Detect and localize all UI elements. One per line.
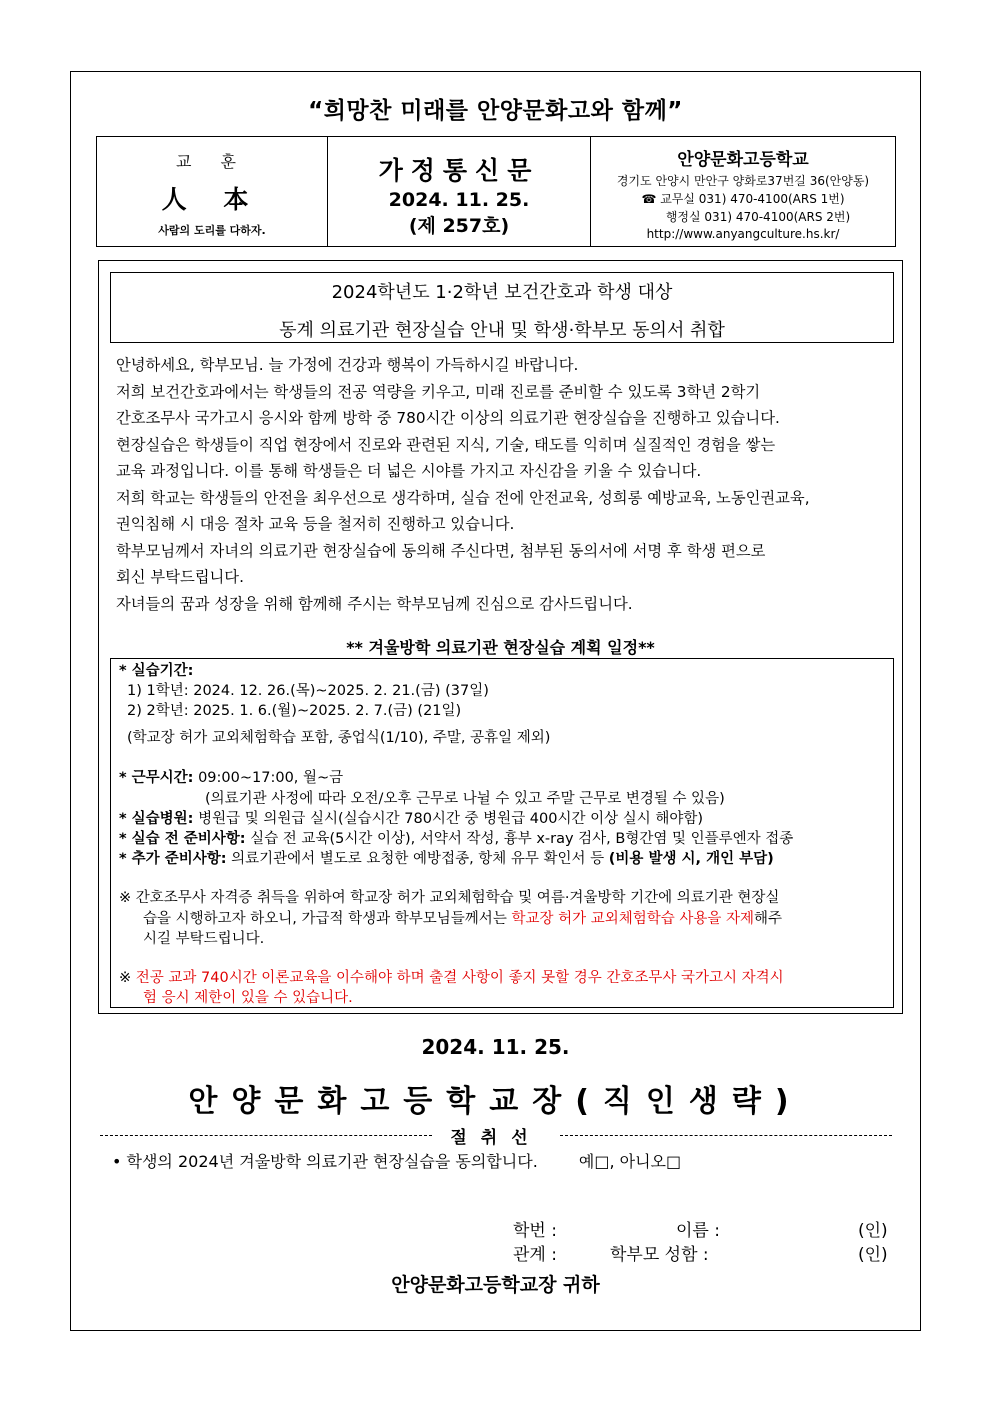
addressee: 안양문화고등학교장 귀하 [391, 1274, 600, 1296]
note1-warning: 학교장 허가 교외체험학습 사용을 자제 [511, 911, 754, 927]
hours-note: (의료기관 사정에 따라 오전/오후 근무로 나뉠 수 있고 주말 근무로 변경될 수 있음) [205, 791, 725, 807]
consent-options[interactable]: 예□, 아니오□ [578, 1152, 682, 1171]
parent-name-label: 학부모 성함 : [610, 1245, 709, 1265]
school-address: 경기도 안양시 만안구 양화로37번길 36(안양동) [616, 174, 870, 188]
note1-text: 습을 시행하고자 하오니, 가급적 학생과 학부모님들께서는 [143, 911, 512, 927]
schedule-title: ** 겨울방학 의료기관 현장실습 계획 일정** [346, 638, 655, 657]
consent-text: • 학생의 2024년 겨울방학 의료기관 현장실습을 동의합니다. [112, 1152, 538, 1171]
body-line: 학부모님께서 자녀의 의료기관 현장실습에 동의해 주신다면, 첨부된 동의서에 서명 후 학생 편으로 [116, 541, 766, 560]
body-line: 안녕하세요, 학부모님. 늘 가정에 건강과 행복이 가득하시길 바랍니다. [116, 356, 579, 374]
hospital-label: * 실습병원: [119, 811, 194, 827]
doc-title: 가정통신문 [378, 156, 540, 185]
prep-value: 실습 전 교육(5시간 이상), 서약서 작성, 흉부 x-ray 검사, B형간염 및 인플루엔자 접종 [245, 831, 794, 847]
principal-signature: 안양문화고등학교장(직인생략) [188, 1084, 803, 1119]
hours-label: * 근무시간: [119, 770, 194, 786]
name-label: 이름 : [676, 1221, 720, 1241]
period-note: (학교장 허가 교외체험학습 포함, 종업식(1/10), 주말, 공휴일 제외) [127, 730, 551, 746]
hospital-row [119, 809, 703, 830]
note1-line-2 [143, 909, 782, 930]
period-grade-1: 1) 1학년: 2024. 12. 26.(목)~2025. 2. 21.(금) (37일) [127, 683, 489, 699]
body-line: 자녀들의 꿈과 성장을 위해 함께해 주시는 학부모님께 진심으로 감사드립니다. [116, 594, 633, 613]
school-name: 안양문화고등학교 [677, 150, 809, 170]
letter-body [116, 352, 896, 617]
prep-row [119, 829, 793, 850]
closing-date: 2024. 11. 25. [421, 1035, 570, 1059]
slogan: “희망찬 미래를 안양문화고와 함께” [308, 98, 683, 124]
note1-line-3: 시길 부탁드립니다. [143, 931, 265, 947]
schedule-box [110, 658, 894, 1008]
hours-value: 09:00~17:00, 월~금 [193, 770, 344, 786]
note1-tail: 해주 [754, 911, 783, 927]
motto-subtitle: 사람의 도리를 다하자. [158, 224, 266, 237]
phone-admin: 행정실 031) 470-4100(ARS 2번) [665, 210, 851, 224]
cutoff-dash-right [560, 1135, 892, 1136]
cutoff-dash-left [100, 1135, 432, 1136]
motto-label: 교 훈 [176, 152, 248, 171]
note2-line-1 [119, 968, 784, 989]
subject-line-1: 2024학년도 1·2학년 보건간호과 학생 대상 [331, 282, 673, 303]
phone-office: ☎ 교무실 031) 470-4100(ARS 1번) [641, 192, 845, 206]
body-line: 간호조무사 국가고시 응시와 함께 방학 중 780시간 이상의 의료기관 현장실습을 진행하고 있습니다. [116, 409, 780, 427]
school-url[interactable]: http://www.anyangculture.hs.kr/ [646, 227, 840, 241]
letterhead [96, 136, 896, 247]
prep-label: * 실습 전 준비사항: [119, 831, 246, 847]
extra-value: 의료기관에서 별도로 요청한 예방접종, 항체 유무 확인서 등 [226, 851, 609, 867]
subject-line-2: 동계 의료기관 현장실습 안내 및 학생·학부모 동의서 취합 [279, 320, 725, 341]
cutoff-label: 절취선 [450, 1128, 542, 1148]
body-line: 현장실습은 학생들이 직업 현장에서 진로와 관련된 지식, 기술, 태도를 익히며 실질적인 경험을 쌓는 [116, 435, 776, 454]
doc-number: (제 257호) [408, 215, 510, 237]
note1-line-1: ※ 간호조무사 자격증 취득을 위하여 학교장 허가 교외체험학습 및 여름·겨울방학 기간에 의료기관 현장실 [119, 890, 780, 906]
doc-date: 2024. 11. 25. [388, 189, 530, 211]
body-line: 저희 보건간호과에서는 학생들의 전공 역량을 키우고, 미래 진로를 준비할 수 있도록 3학년 2학기 [116, 382, 761, 401]
newsletter-title-box [328, 137, 591, 246]
hours-row [119, 768, 343, 789]
note2-warning: 전공 교과 740시간 이론교육을 이수해야 하며 출결 사항이 좋지 못할 경우 간호조무사 국가고시 자격시 [135, 970, 784, 986]
extra-label: * 추가 준비사항: [119, 851, 227, 867]
hospital-value: 병원급 및 의원급 실시(실습시간 780시간 중 병원급 400시간 이상 실시 해야함) [193, 811, 704, 827]
school-motto-box [97, 137, 328, 246]
relation-label: 관계 : [513, 1245, 557, 1265]
seal-mark-1: (인) [858, 1221, 888, 1241]
body-line: 권익침해 시 대응 절차 교육 등을 철저히 진행하고 있습니다. [116, 515, 515, 533]
note2-line-2: 험 응시 제한이 있을 수 있습니다. [143, 990, 353, 1006]
motto: 人 本 [161, 185, 263, 214]
extra-cost-note: (비용 발생 시, 개인 부담) [608, 851, 774, 867]
student-number-label: 학번 : [513, 1221, 557, 1241]
extra-row [119, 849, 774, 870]
body-line: 저희 학교는 학생들의 안전을 최우선으로 생각하며, 실습 전에 안전교육, 성희롱 예방교육, 노동인권교육, [116, 488, 810, 507]
cutoff-line [100, 1123, 892, 1148]
seal-mark-2: (인) [858, 1245, 888, 1265]
period-label: * 실습기간: [119, 663, 194, 679]
consent-statement [112, 1149, 681, 1172]
body-line: 교육 과정입니다. 이를 통해 학생들은 더 넓은 시야를 가지고 자신감을 키울 수 있습니다. [116, 462, 702, 480]
note2-mark: ※ [119, 970, 136, 986]
body-line: 회신 부탁드립니다. [116, 568, 244, 586]
period-grade-2: 2) 2학년: 2025. 1. 6.(월)~2025. 2. 7.(금) (21일) [127, 703, 462, 719]
subject-box [110, 272, 894, 343]
school-info-box [591, 137, 895, 246]
